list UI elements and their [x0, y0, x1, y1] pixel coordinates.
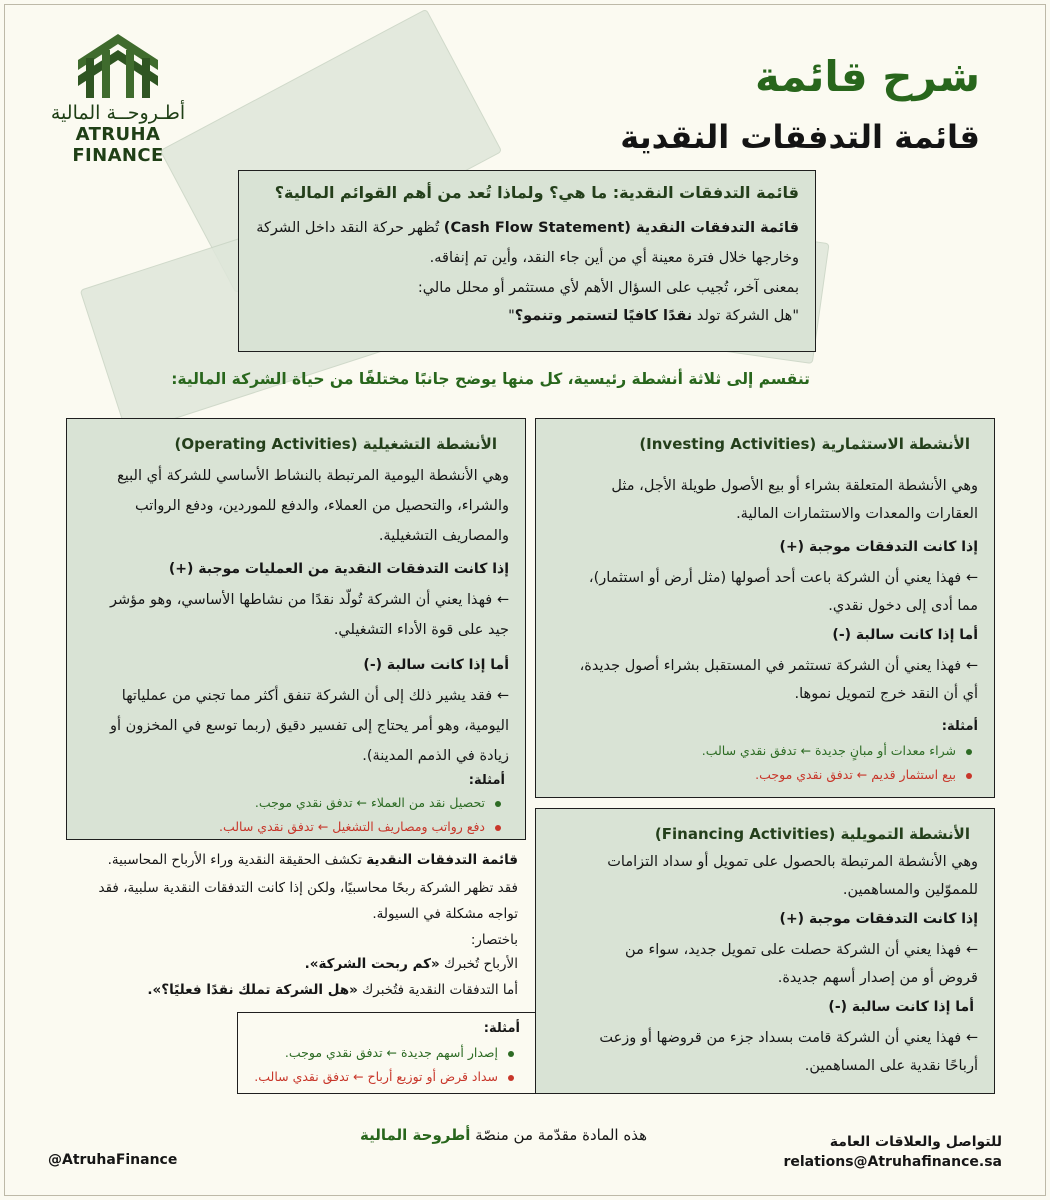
investing-negative-label: أما إذا كانت سالبة (-)	[832, 627, 978, 643]
summary-line: تواجه مشكلة في السيولة.	[372, 906, 518, 922]
intro-heading: قائمة التدفقات النقدية: ما هي؟ ولماذا تُعد من أهم القوائم المالية؟	[274, 183, 799, 202]
page-subtitle: قائمة التدفقات النقدية	[620, 118, 980, 156]
list-item: سداد قرض أو توزيع أرباح ← تدفق نقدي سالب.	[248, 1069, 514, 1084]
investing-desc: وهي الأنشطة المتعلقة بشراء أو بيع الأصول طويلة الأجل، مثل	[611, 478, 978, 494]
cash-flow-term: قائمة التدفقات النقدية (Cash Flow Statement)	[443, 220, 799, 236]
investing-heading: الأنشطة الاستثمارية (Investing Activities)	[639, 435, 970, 453]
financing-negative-label: أما إذا كانت سالبة (-)	[828, 999, 974, 1015]
operating-desc: وهي الأنشطة اليومية المرتبطة بالنشاط الأساسي للشركة أي البيع	[117, 468, 509, 484]
list-item: تحصيل نقد من العملاء ← تدفق نقدي موجب.	[77, 795, 501, 810]
list-item: إصدار أسهم جديدة ← تدفق نقدي موجب.	[248, 1045, 514, 1060]
brand-name-arabic: أطـروحــة المالية	[50, 102, 186, 124]
intro-box	[238, 170, 816, 352]
financing-activities-box: الأنشطة التمويلية (Financing Activities) وهي الأنشطة المرتبطة بالحصول على تمويل أو سداد التزامات للمموّلين والمساهمين. إذا كانت التدفقات موجبة (+) ← فهذا يعني أن الشركة حصلت على تمويل جديد، سواء من قروض أو من إصدار أسهم جديدة. أما إذا كانت سالبة (-) ← فهذا يعني أن الشركة قامت بسداد جزء من قروضها أو وزعت أرباحًا نقدية على المساهمين.	[535, 808, 995, 1094]
footer-platform: هذه المادة مقدّمة من منصّة أطروحة المالية	[360, 1126, 648, 1144]
investing-activities-box: الأنشطة الاستثمارية (Investing Activities) وهي الأنشطة المتعلقة بشراء أو بيع الأصول طويلة الأجل، مثل العقارات والمعدات والاستثمارات المالية. إذا كانت التدفقات موجبة (+) ← فهذا يعني أن الشركة باعت أحد أصولها (مثل أرض أو استثمار)، مما أدى إلى دخول نقدي. أما إذا كانت سالبة (-) ← فهذا يعني أن الشركة تستثمر في المستقبل بشراء أصول جديدة، أي أن النقد خرج لتمويل نموها. أمثلة: شراء معدات أو مبانٍ جديدة ← تدفق نقدي سالب. بيع استثمار قديم ← تدفق نقدي موجب.	[535, 418, 995, 798]
operating-negative-label: أما إذا كانت سالبة (-)	[363, 657, 509, 673]
operating-activities-box: الأنشطة التشغيلية (Operating Activities) وهي الأنشطة اليومية المرتبطة بالنشاط الأساسي للشركة أي البيع والشراء، والتحصيل من العملاء، والدفع للموردين، ودفع الرواتب والمصاريف التشغيلية. إذا كانت التدفقات النقدية من العمليات موجبة (+) ← فهذا يعني أن الشركة تُولّد نقدًا من نشاطها الأساسي، وهو مؤشر جيد على قوة الأداء التشغيلي. أما إذا كانت سالبة (-) ← فقد يشير ذلك إلى أن الشركة تنفق أكثر مما تجني من عملياتها اليومية، وهو أمر يحتاج إلى تفسير دقيق (ربما توسع في المخزون أو زيادة في الذمم المدينة). أمثلة: تحصيل نقد من العملاء ← تدفق نقدي موجب. دفع رواتب ومصاريف التشغيل ← تدفق نقدي سالب.	[66, 418, 526, 840]
list-item: بيع استثمار قديم ← تدفق نقدي موجب.	[546, 767, 972, 782]
summary-line: أما التدفقات النقدية فتُخبرك «هل الشركة تملك نقدًا فعليًا؟».	[147, 982, 518, 998]
activities-intro: تنقسم إلى ثلاثة أنشطة رئيسية، كل منها يوضح جانبًا مختلفًا من حياة الشركة المالية:	[171, 370, 810, 388]
brand-logo	[28, 30, 208, 166]
financing-examples-label: أمثلة:	[483, 1021, 520, 1036]
list-item: دفع رواتب ومصاريف التشغيل ← تدفق نقدي سالب.	[77, 819, 501, 834]
summary-line: قائمة التدفقات النقدية تكشف الحقيقة النقدية وراء الأرباح المحاسبية.	[107, 852, 518, 868]
intro-paragraph-2: بمعنى آخر، تُجيب على السؤال الأهم لأي مستثمر أو محلل مالي:	[417, 280, 799, 296]
footer-contact-label: للتواصل والعلاقات العامة	[829, 1134, 1002, 1150]
footer-handle[interactable]: @AtruhaFinance	[48, 1152, 178, 1168]
operating-positive-label: إذا كانت التدفقات النقدية من العمليات موجبة (+)	[168, 561, 509, 577]
footer-email-link[interactable]: relations@Atruhafinance.sa	[783, 1154, 1002, 1170]
intro-question: "هل الشركة تولد نقدًا كافيًا لتستمر وتنمو؟"	[508, 308, 799, 324]
summary-section	[70, 850, 518, 1010]
summary-line: فقد تظهر الشركة ربحًا محاسبيًا، ولكن إذا كانت التدفقات النقدية سلبية، فقد	[98, 880, 518, 896]
list-item: شراء معدات أو مبانٍ جديدة ← تدفق نقدي سالب.	[546, 743, 972, 758]
financing-heading: الأنشطة التمويلية (Financing Activities)	[654, 825, 970, 843]
operating-heading: الأنشطة التشغيلية (Operating Activities)	[174, 435, 497, 453]
intro-paragraph-1b: وخارجها خلال فترة معينة أي من أين جاء النقد، وأين تم إنفاقه.	[429, 250, 799, 266]
page-title: شرح قائمة	[755, 52, 980, 101]
investing-positive-label: إذا كانت التدفقات موجبة (+)	[779, 539, 978, 555]
financing-examples-box	[237, 1012, 537, 1094]
investing-examples-label: أمثلة:	[941, 719, 978, 734]
operating-examples-label: أمثلة:	[468, 773, 505, 788]
financing-positive-label: إذا كانت التدفقات موجبة (+)	[779, 911, 978, 927]
summary-line: الأرباح تُخبرك «كم ربحت الشركة».	[304, 956, 518, 972]
financing-desc: وهي الأنشطة المرتبطة بالحصول على تمويل أو سداد التزامات	[607, 854, 978, 870]
brand-name-english: ATRUHA FINANCE	[72, 124, 164, 166]
summary-line: باختصار:	[470, 932, 518, 948]
intro-paragraph-1: قائمة التدفقات النقدية (Cash Flow Statement) تُظهر حركة النقد داخل الشركة	[256, 220, 799, 236]
logo-mark-icon	[72, 30, 164, 100]
